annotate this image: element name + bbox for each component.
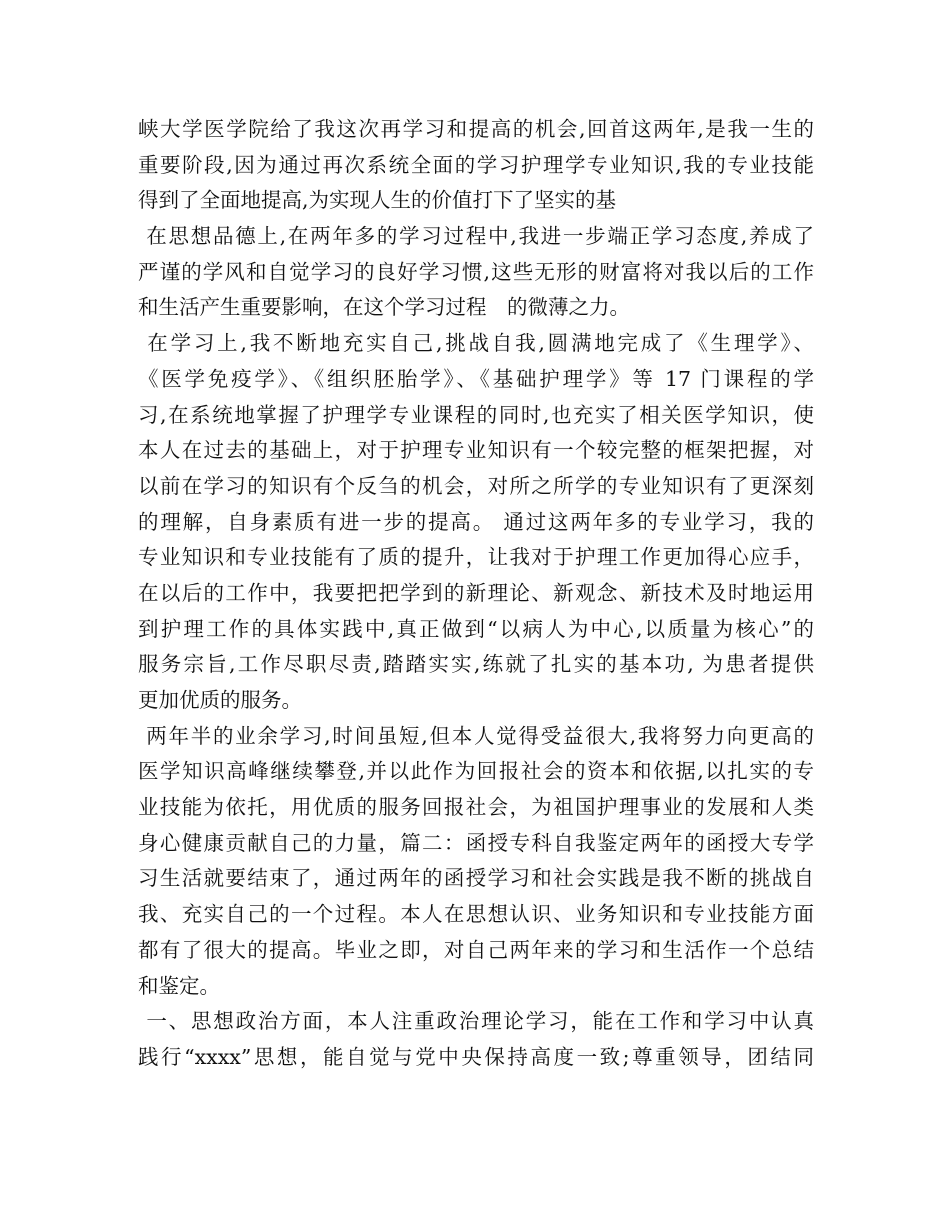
text-line: 在以后的工作中，我要把把学到的新理论、新观念、新技术及时地运用 bbox=[138, 580, 814, 605]
text-line: 业技能为依托，用优质的服务回报社会，为祖国护理事业的发展和人类 bbox=[138, 795, 814, 820]
text-line: 一、思想政治方面，本人注重政治理论学习，能在工作和学习中认真 bbox=[138, 1009, 814, 1034]
text-line: 两年半的业余学习,时间虽短,但本人觉得受益很大,我将努力向更高的 bbox=[138, 723, 814, 748]
text-line: 严谨的学风和自觉学习的良好学习惯,这些无形的财富将对我以后的工作 bbox=[138, 259, 814, 284]
text-line: 在思想品德上,在两年多的学习过程中,我进一步端正学习态度,养成了 bbox=[138, 224, 814, 249]
text-line: 习生活就要结束了，通过两年的函授学习和社会实践是我不断的挑战自 bbox=[138, 866, 814, 891]
document-page bbox=[138, 112, 814, 1076]
text-line: 的理解，自身素质有进一步的提高。 通过这两年多的专业学习，我的 bbox=[138, 509, 814, 534]
text-line: 在学习上,我不断地充实自己,挑战自我,圆满地完成了《生理学》、 bbox=[138, 331, 814, 356]
text-line: 和生活产生重要影响，在这个学习过程 的微薄之力。 bbox=[138, 295, 630, 320]
text-line: 和鉴定。 bbox=[138, 973, 220, 998]
text-line: 到护理工作的具体实践中,真正做到“以病人为中心,以质量为核心”的 bbox=[138, 616, 814, 641]
text-line: 专业知识和专业技能有了质的提升，让我对于护理工作更加得心应手， bbox=[138, 545, 814, 570]
text-line: 得到了全面地提高,为实现人生的价值打下了坚实的基 bbox=[138, 188, 617, 213]
text-line: 医学知识高峰继续攀登,并以此作为回报社会的资本和依据,以扎实的专 bbox=[138, 759, 814, 784]
text-line: 我、充实自己的一个过程。本人在思想认识、业务知识和专业技能方面 bbox=[138, 902, 814, 927]
text-line: 重要阶段,因为通过再次系统全面的学习护理学专业知识,我的专业技能 bbox=[138, 152, 814, 177]
text-line: 本人在过去的基础上，对于护理专业知识有一个较完整的框架把握，对 bbox=[138, 438, 814, 463]
text-line: 以前在学习的知识有个反刍的机会，对所之所学的专业知识有了更深刻 bbox=[138, 473, 814, 498]
text-line: 服务宗旨,工作尽职尽责,踏踏实实,练就了扎实的基本功, 为患者提供 bbox=[138, 652, 814, 677]
text-line: 《医学免疫学》、《组织胚胎学》、《基础护理学》等 17 门课程的学 bbox=[138, 366, 814, 391]
text-line: 习,在系统地掌握了护理学专业课程的同时,也充实了相关医学知识，使 bbox=[138, 402, 814, 427]
text-line: 峡大学医学院给了我这次再学习和提高的机会,回首这两年,是我一生的 bbox=[138, 117, 814, 141]
text-line: 更加优质的服务。 bbox=[138, 688, 302, 712]
text-line: 都有了很大的提高。毕业之即，对自己两年来的学习和生活作一个总结 bbox=[138, 937, 814, 962]
text-line: 践行“xxxx”思想，能自觉与党中央保持高度一致;尊重领导，团结同 bbox=[138, 1044, 814, 1069]
text-line: 身心健康贡献自己的力量，篇二：函授专科自我鉴定两年的函授大专学 bbox=[138, 830, 814, 855]
